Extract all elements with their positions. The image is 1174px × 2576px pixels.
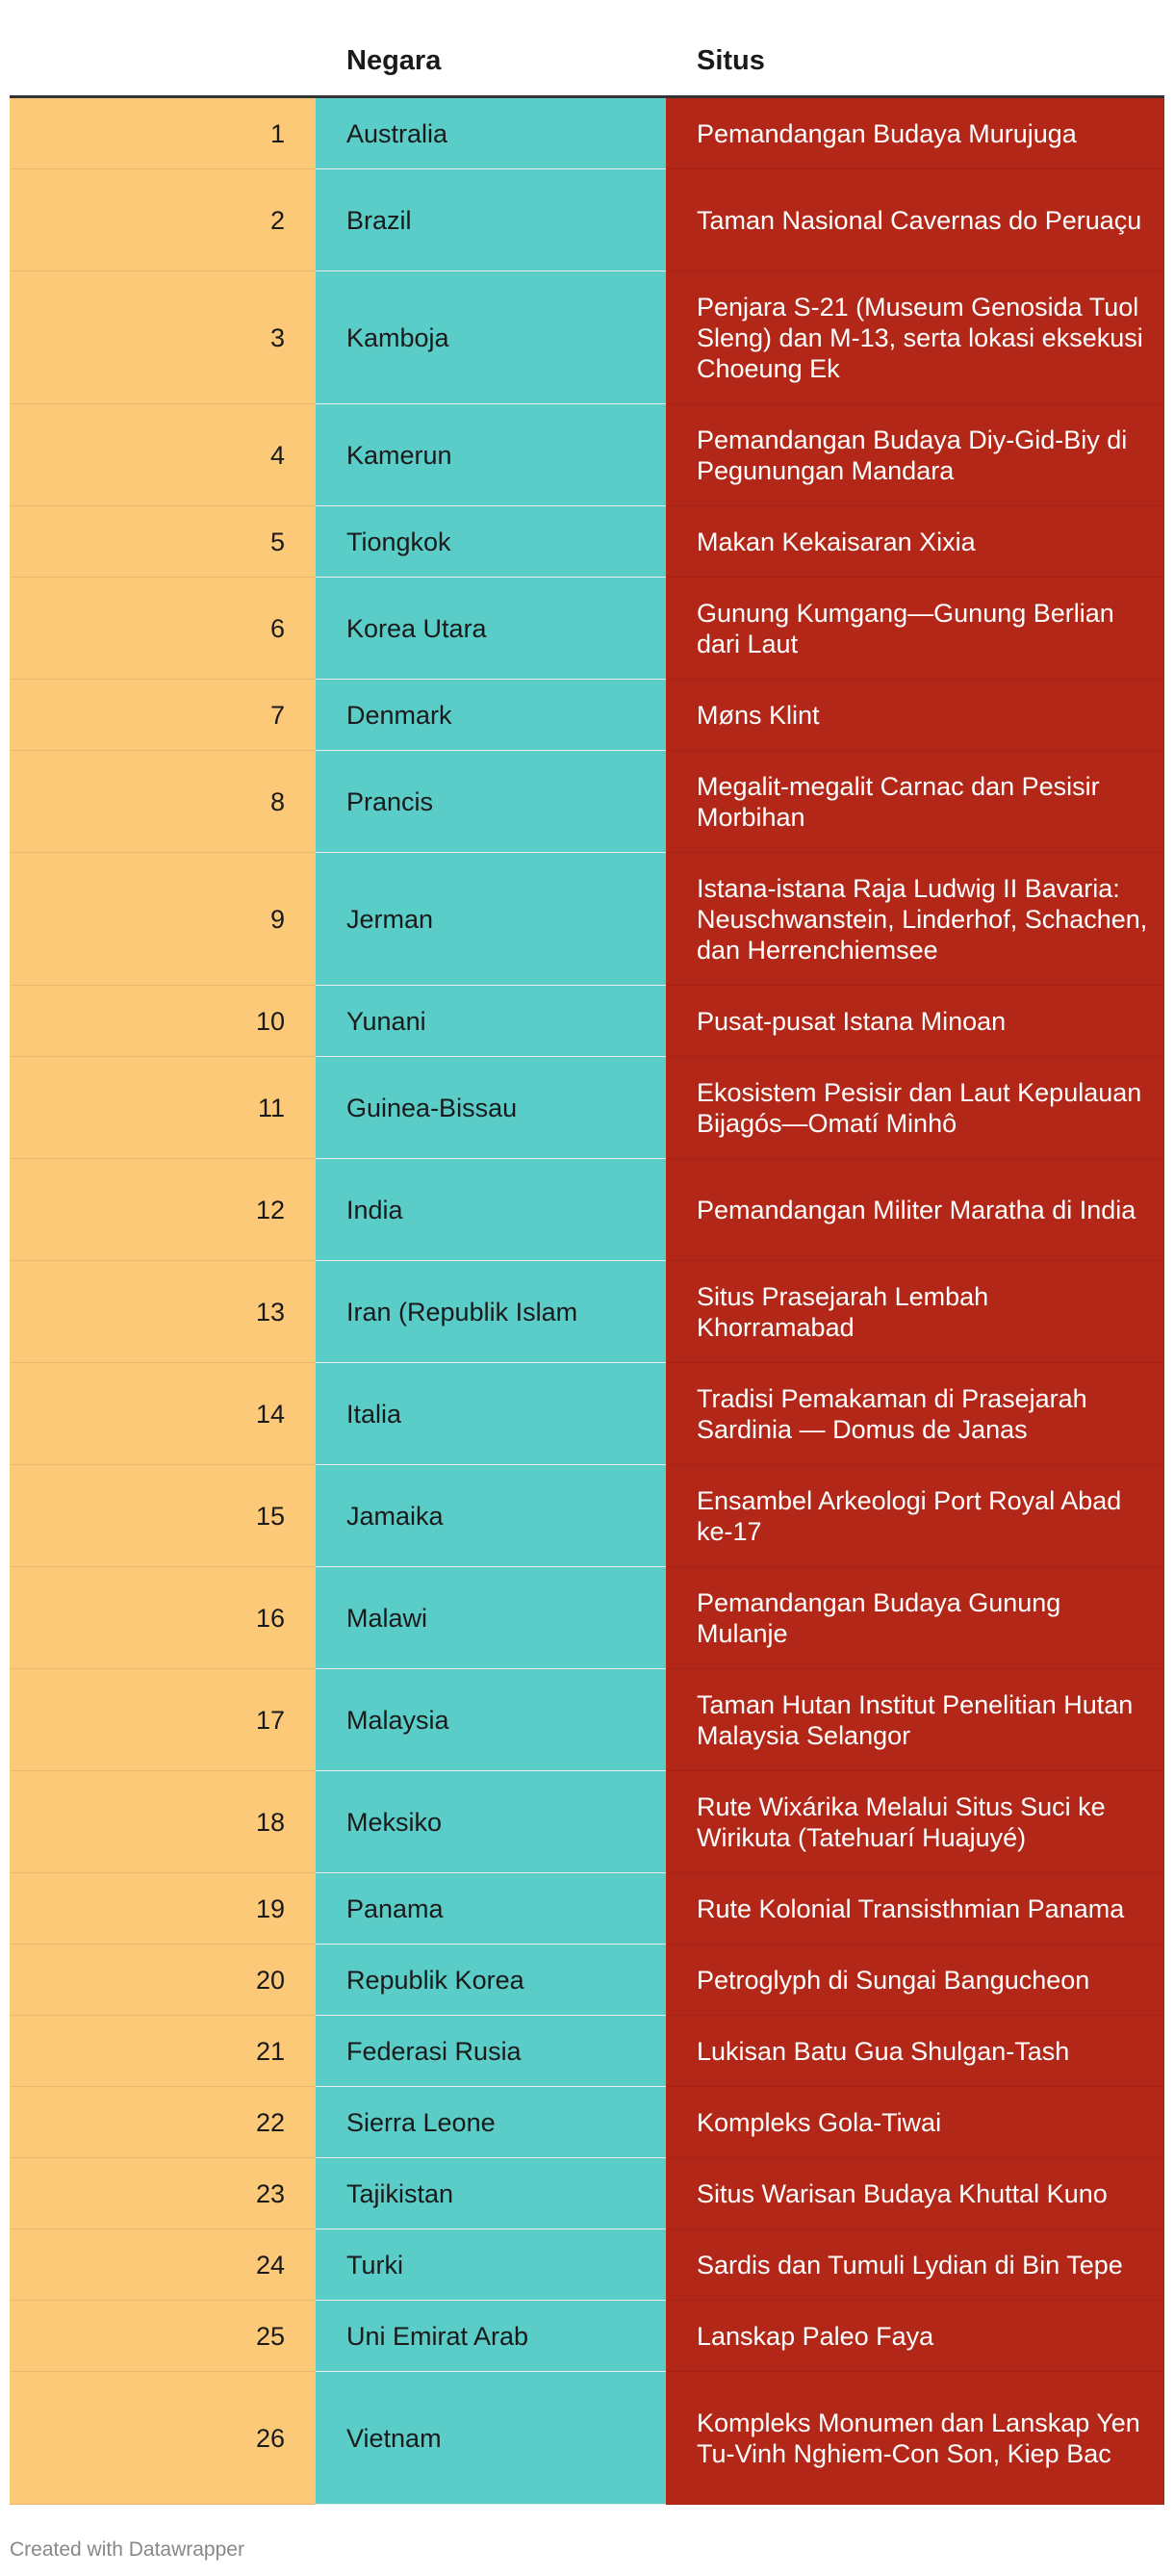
table-row bbox=[10, 853, 1164, 986]
header-number[interactable] bbox=[10, 27, 316, 97]
site-cell: Lukisan Batu Gua Shulgan-Tash bbox=[666, 2016, 1164, 2087]
table-row bbox=[10, 2229, 1164, 2301]
country-cell: Meksiko bbox=[316, 1771, 666, 1873]
country-cell: Yunani bbox=[316, 986, 666, 1057]
header-country[interactable]: Negara bbox=[316, 27, 666, 97]
row-number: 19 bbox=[10, 1873, 316, 1945]
site-cell: Pemandangan Militer Maratha di India bbox=[666, 1159, 1164, 1261]
country-cell: Malaysia bbox=[316, 1669, 666, 1771]
site-cell: Taman Nasional Cavernas do Peruaçu bbox=[666, 169, 1164, 271]
table-row bbox=[10, 404, 1164, 506]
site-cell: Pemandangan Budaya Diy-Gid-Biy di Pegunungan Mandara bbox=[666, 404, 1164, 506]
country-cell: Denmark bbox=[316, 680, 666, 751]
country-cell: Prancis bbox=[316, 751, 666, 853]
row-number: 24 bbox=[10, 2229, 316, 2301]
row-number: 10 bbox=[10, 986, 316, 1057]
site-cell: Ensambel Arkeologi Port Royal Abad ke-17 bbox=[666, 1465, 1164, 1567]
row-number: 6 bbox=[10, 578, 316, 680]
site-cell: Situs Prasejarah Lembah Khorramabad bbox=[666, 1261, 1164, 1363]
site-cell: Kompleks Gola-Tiwai bbox=[666, 2087, 1164, 2158]
row-number: 26 bbox=[10, 2372, 316, 2505]
country-cell: Kamerun bbox=[316, 404, 666, 506]
table-row bbox=[10, 1159, 1164, 1261]
table-row bbox=[10, 2301, 1164, 2372]
site-cell: Sardis dan Tumuli Lydian di Bin Tepe bbox=[666, 2229, 1164, 2301]
table-row bbox=[10, 2158, 1164, 2229]
table-row bbox=[10, 1567, 1164, 1669]
row-number: 16 bbox=[10, 1567, 316, 1669]
country-cell: Turki bbox=[316, 2229, 666, 2301]
table-header bbox=[10, 27, 1164, 97]
world-heritage-table bbox=[10, 27, 1164, 2505]
row-number: 22 bbox=[10, 2087, 316, 2158]
site-cell: Penjara S-21 (Museum Genosida Tuol Sleng) dan M-13, serta lokasi eksekusi Choeung Ek bbox=[666, 271, 1164, 404]
country-cell: Uni Emirat Arab bbox=[316, 2301, 666, 2372]
header-row bbox=[10, 27, 1164, 97]
country-cell: Sierra Leone bbox=[316, 2087, 666, 2158]
row-number: 9 bbox=[10, 853, 316, 986]
table-row bbox=[10, 1363, 1164, 1465]
row-number: 17 bbox=[10, 1669, 316, 1771]
site-cell: Pusat-pusat Istana Minoan bbox=[666, 986, 1164, 1057]
header-site[interactable]: Situs bbox=[666, 27, 1164, 97]
row-number: 2 bbox=[10, 169, 316, 271]
row-number: 8 bbox=[10, 751, 316, 853]
country-cell: Korea Utara bbox=[316, 578, 666, 680]
country-cell: Brazil bbox=[316, 169, 666, 271]
site-cell: Pemandangan Budaya Gunung Mulanje bbox=[666, 1567, 1164, 1669]
table-row bbox=[10, 751, 1164, 853]
site-cell: Tradisi Pemakaman di Prasejarah Sardinia — Domus de Janas bbox=[666, 1363, 1164, 1465]
table-row bbox=[10, 97, 1164, 169]
site-cell: Situs Warisan Budaya Khuttal Kuno bbox=[666, 2158, 1164, 2229]
table-row bbox=[10, 1771, 1164, 1873]
country-cell: Federasi Rusia bbox=[316, 2016, 666, 2087]
country-cell: Kamboja bbox=[316, 271, 666, 404]
country-cell: Republik Korea bbox=[316, 1945, 666, 2016]
table-row bbox=[10, 2087, 1164, 2158]
table-row bbox=[10, 986, 1164, 1057]
table-row bbox=[10, 506, 1164, 578]
row-number: 3 bbox=[10, 271, 316, 404]
country-cell: Italia bbox=[316, 1363, 666, 1465]
row-number: 5 bbox=[10, 506, 316, 578]
row-number: 13 bbox=[10, 1261, 316, 1363]
table-row bbox=[10, 1669, 1164, 1771]
site-cell: Gunung Kumgang—Gunung Berlian dari Laut bbox=[666, 578, 1164, 680]
row-number: 25 bbox=[10, 2301, 316, 2372]
table-row bbox=[10, 2372, 1164, 2505]
row-number: 7 bbox=[10, 680, 316, 751]
country-cell: Australia bbox=[316, 97, 666, 169]
site-cell: Kompleks Monumen dan Lanskap Yen Tu-Vinh Nghiem-Con Son, Kiep Bac bbox=[666, 2372, 1164, 2505]
row-number: 23 bbox=[10, 2158, 316, 2229]
row-number: 15 bbox=[10, 1465, 316, 1567]
country-cell: Panama bbox=[316, 1873, 666, 1945]
site-cell: Ekosistem Pesisir dan Laut Kepulauan Bijagós—Omatí Minhô bbox=[666, 1057, 1164, 1159]
row-number: 20 bbox=[10, 1945, 316, 2016]
site-cell: Taman Hutan Institut Penelitian Hutan Malaysia Selangor bbox=[666, 1669, 1164, 1771]
table-body bbox=[10, 97, 1164, 2505]
row-number: 14 bbox=[10, 1363, 316, 1465]
site-cell: Makan Kekaisaran Xixia bbox=[666, 506, 1164, 578]
table-row bbox=[10, 1261, 1164, 1363]
table-row bbox=[10, 1873, 1164, 1945]
country-cell: Jamaika bbox=[316, 1465, 666, 1567]
country-cell: Vietnam bbox=[316, 2372, 666, 2505]
table-row bbox=[10, 1465, 1164, 1567]
country-cell: Tajikistan bbox=[316, 2158, 666, 2229]
site-cell: Megalit-megalit Carnac dan Pesisir Morbihan bbox=[666, 751, 1164, 853]
country-cell: Jerman bbox=[316, 853, 666, 986]
table-row bbox=[10, 271, 1164, 404]
country-cell: Iran (Republik Islam bbox=[316, 1261, 666, 1363]
country-cell: Malawi bbox=[316, 1567, 666, 1669]
country-cell: Guinea-Bissau bbox=[316, 1057, 666, 1159]
row-number: 11 bbox=[10, 1057, 316, 1159]
site-cell: Møns Klint bbox=[666, 680, 1164, 751]
table-row bbox=[10, 169, 1164, 271]
country-cell: Tiongkok bbox=[316, 506, 666, 578]
table-row bbox=[10, 1057, 1164, 1159]
site-cell: Rute Kolonial Transisthmian Panama bbox=[666, 1873, 1164, 1945]
row-number: 12 bbox=[10, 1159, 316, 1261]
table-row bbox=[10, 1945, 1164, 2016]
table-row bbox=[10, 680, 1164, 751]
row-number: 4 bbox=[10, 404, 316, 506]
row-number: 1 bbox=[10, 97, 316, 169]
datawrapper-credit[interactable]: Created with Datawrapper bbox=[10, 2538, 244, 2561]
row-number: 21 bbox=[10, 2016, 316, 2087]
site-cell: Pemandangan Budaya Murujuga bbox=[666, 97, 1164, 169]
site-cell: Rute Wixárika Melalui Situs Suci ke Wirikuta (Tatehuarí Huajuyé) bbox=[666, 1771, 1164, 1873]
table-row bbox=[10, 2016, 1164, 2087]
row-number: 18 bbox=[10, 1771, 316, 1873]
site-cell: Petroglyph di Sungai Bangucheon bbox=[666, 1945, 1164, 2016]
country-cell: India bbox=[316, 1159, 666, 1261]
site-cell: Lanskap Paleo Faya bbox=[666, 2301, 1164, 2372]
site-cell: Istana-istana Raja Ludwig II Bavaria: Neuschwanstein, Linderhof, Schachen, dan Herrenchiemsee bbox=[666, 853, 1164, 986]
table-row bbox=[10, 578, 1164, 680]
